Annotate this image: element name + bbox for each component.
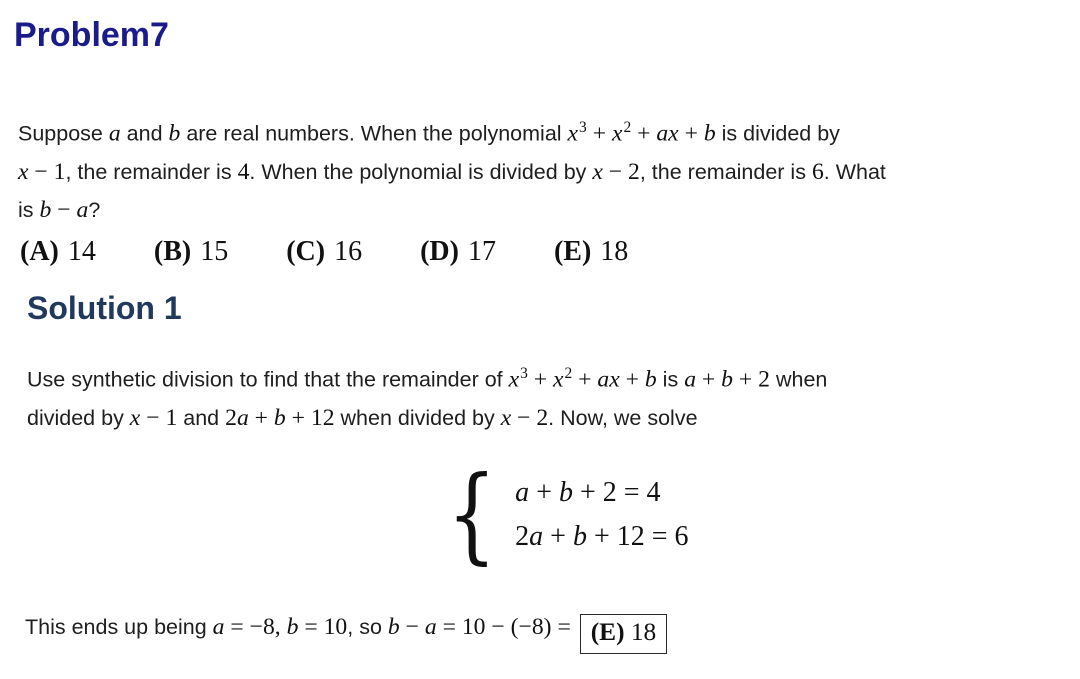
choice-b-label: (B) <box>153 236 192 267</box>
choice-e-value: 18 <box>600 236 629 267</box>
solution-heading: Solution 1 <box>27 290 182 326</box>
solution-statement <box>27 355 827 437</box>
choice-d-value: 17 <box>467 236 496 267</box>
choice-a-label: (A) <box>20 236 59 267</box>
choice-c-value: 16 <box>334 236 363 267</box>
final-line-text: This ends up being a = −8, b = 10, so b − a = 10 − (−8) = <box>25 614 577 640</box>
choice-a-value: 14 <box>67 236 96 267</box>
answer-box: (E) 18 <box>580 614 668 654</box>
choice-b <box>154 233 228 271</box>
solution-line-1: Use synthetic division to find that the remainder of $x^3 + x^2$ + ax + b is a + b + 2 when <box>27 365 828 393</box>
choice-e <box>554 233 628 271</box>
problem-line-2: x − 1, the remainder is 4. When the polynomial is divided by x − 2, the remainder is 6. What <box>18 158 886 185</box>
choice-d <box>420 233 496 271</box>
choice-c-label: (C) <box>286 236 326 267</box>
choice-b-value: 15 <box>200 236 229 267</box>
answer-choices <box>20 233 628 271</box>
problem-line-1: Suppose a and b are real numbers. When the polynomial $x^3 + x^2$ + ax + b is divided by <box>18 119 840 147</box>
choice-d-label: (D) <box>420 236 459 267</box>
equation-2: 2a + b + 12 = 6 <box>515 521 689 552</box>
left-brace: { <box>447 453 497 575</box>
equation-system <box>447 453 689 575</box>
problem-heading: Problem7 <box>14 16 169 54</box>
solution-final-line <box>25 605 667 654</box>
problem-statement <box>18 109 886 229</box>
problem-line-3: is b − a? <box>18 196 101 223</box>
equations-column <box>515 471 688 557</box>
choice-c <box>286 233 362 271</box>
solution-line-2: divided by x − 1 and 2a + b + 12 when divided by x − 2. Now, we solve <box>27 404 698 431</box>
equation-1: a + b + 2 = 4 <box>515 477 661 508</box>
choice-a <box>20 233 96 271</box>
choice-e-label: (E) <box>553 236 592 267</box>
